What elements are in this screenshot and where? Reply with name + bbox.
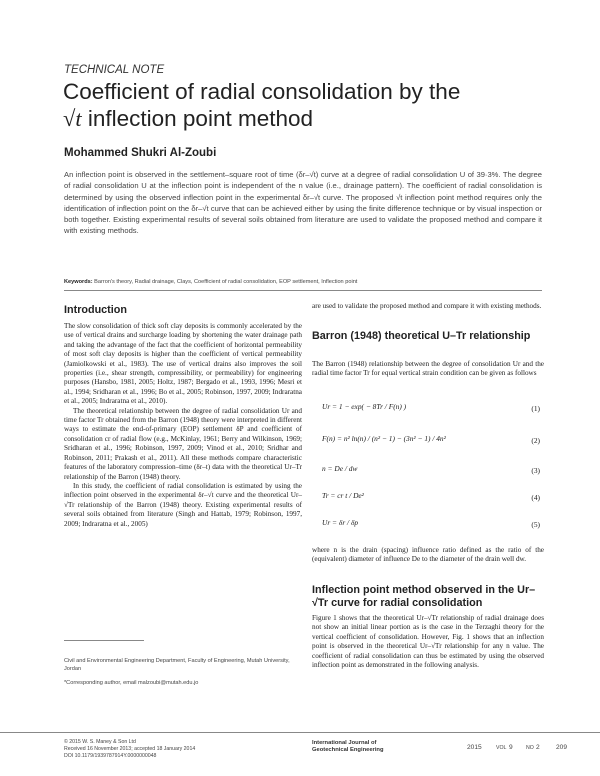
journal-name: International Journal of Geotechnical Engineering: [312, 740, 384, 753]
affiliation-footnote: Civil and Environmental Engineering Department, Faculty of Engineering, Mutah University, Jordan: [64, 658, 290, 672]
author-name: Mohammed Shukri Al-Zoubi: [64, 147, 217, 159]
publication-year: 2015: [467, 744, 482, 751]
intro-paragraph-2: The theoretical relationship between the degree of radial consolidation Ur and time factor Tr obtained from the Barron (1948) theory were interpreted in different ways to estimate the end-of-primary (EOP) settlement δP and coefficient of consolidation cr of radial flow (e.g., McKinlay, 1961; Berry and Wilkinson, 1969; Sridharan et al., 1996; Robinson, 1997, 2009; Vinod et al., 2010; Sridhar and Robinson, 2011; Prakash et al., 2011). All these methods compare characteristic features of the laboratory compression–time (δr–t) data with the theoretical Ur–Tr relationship of the Barron (1948) theory.: [64, 406, 302, 481]
equation-4: [312, 487, 544, 509]
keywords-label: Keywords:: [64, 279, 93, 285]
abstract: An inflection point is observed in the settlement–square root of time (δr–√t) curve at a degree of radial consolidation U of 39·3%. The degree of radial consolidation U at the inflection point is independent of the n value (i.e., drainage pattern). The coefficient of radial consolidation is determined by using the observed inflection point in the experimental δr–√t curve. The proposed √t inflection point method requires only the identification of inflection point on the δr–√t curve that can be achieved either by using the finite difference technique or by visual inspection or both together. Existing experimental results of several soils obtained from literature are used to validate the proposed method and compare it with existing methods.: [64, 170, 542, 236]
equation-5-expression: Ur = δr / δp: [322, 518, 359, 527]
issue-number: 2: [536, 744, 540, 751]
received-line: Received 16 November 2013; accepted 18 January 2014: [64, 745, 196, 752]
equation-2-number: (2): [531, 436, 540, 445]
equation-2: [312, 430, 544, 452]
barron-theory-paragraph: The Barron (1948) relationship between the degree of consolidation Ur and the radial time factor Tr for equal vertical strain condition can be given as follows: [312, 360, 544, 378]
corresponding-author-footnote: *Corresponding author, email malzoubi@mutah.edu.jo: [64, 680, 199, 686]
inflection-point-paragraph: Figure 1 shows that the theoretical Ur–√Tr relationship of radial drainage does not show an initial linear portion as is the case in the Terzaghi theory for the vertical coefficient of consolidation. However, Fig. 1 shows that an inflection point is observed in the theoretical Ur–√Tr relationship for any n value. The coefficient of radial consolidation can thus be estimated by using the observed inflection point as demonstrated in the following analysis.: [312, 614, 544, 670]
inflection-point-heading: Inflection point method observed in the Ur–√Tr curve for radial consolidation: [312, 584, 536, 609]
equation-3-expression: n = De / dw: [322, 464, 358, 473]
issue-label: NO: [526, 745, 534, 751]
volume-label: VOL: [496, 745, 507, 751]
copyright-block: [64, 739, 195, 759]
page-number: 209: [556, 744, 568, 751]
doi-line: DOI 10.1179/1939787914Y.0000000048: [64, 752, 157, 759]
title-sqrt-symbol: √t: [63, 106, 82, 131]
page-title: [63, 78, 543, 132]
drain-ratio-paragraph: where n is the drain (spacing) influence ratio defined as the ratio of the (equivalent) diameter of influence De to the diameter of the drain well dw.: [312, 546, 544, 564]
equation-5: [312, 514, 544, 536]
equation-1: [312, 398, 544, 420]
volume-number: 9: [509, 744, 513, 751]
barron-theory-heading: Barron (1948) theoretical U–Tr relationship: [312, 330, 531, 342]
abstract-divider: [64, 290, 542, 291]
title-line-2: inflection point method: [81, 106, 314, 131]
intro-continuation: are used to validate the proposed method and compare it with existing methods.: [312, 302, 542, 310]
left-column: [64, 322, 302, 529]
equation-5-number: (5): [531, 520, 540, 529]
copyright-line: © 2015 W. S. Maney & Son Ltd: [64, 739, 136, 745]
intro-paragraph-3: In this study, the coefficient of radial consolidation is estimated by using the inflection point observed in the experimental δr–√t curve and the theoretical Ur–√Tr relationship of the Barron (1948) theory. Existing experimental results of several soils obtained from literature (Singh and Hattab, 1979; Robinson, 1997, 2009; Indraratna et al., 2005): [64, 481, 302, 528]
footer-divider: [0, 732, 600, 733]
equation-4-number: (4): [531, 493, 540, 502]
intro-paragraph-1: The slow consolidation of thick soft clay deposits is commonly accelerated by the use of vertical drains and surcharge loading by shortening the water drainage path and taking the advantage of the fact that the coefficient of horizontal permeability of most soft clay deposits is higher than the coefficient of vertical permeability (Jamiolkowski et al., 1983). The use of vertical drains also improves the soil properties (i.e., shear strength, compressibility, or permeability) for engineering purposes (Hansbo, 1981, 2005; Holtz, 1987; Bergado et al., 1993, 1996; Mesri et al., 1994; Sridharan et al., 1996; Bo et al., 2005; Robinson, 1997, 2009; Indraratna et al., 2005; Indraratna et al., 2010).: [64, 322, 302, 406]
right-column-top: [312, 302, 544, 311]
equation-3-number: (3): [531, 466, 540, 475]
footnote-divider: [64, 640, 144, 641]
keywords-list: Barron's theory, Radial drainage, Clays, Coefficient of radial consolidation, EOP settlement, Inflection point: [94, 279, 358, 285]
equation-2-expression: F(n) = n² ln(n) / (n² − 1) − (3n² − 1) / 4n²: [322, 434, 446, 443]
equation-4-expression: Tr = cr t / De²: [322, 491, 364, 500]
equation-3: [312, 460, 544, 482]
equation-1-number: (1): [531, 404, 540, 413]
equation-1-expression: Ur = 1 − exp( − 8Tr / F(n) ): [322, 402, 407, 411]
title-line-1: Coefficient of radial consolidation by the: [63, 79, 461, 104]
keywords: [64, 279, 542, 285]
article-type: TECHNICAL NOTE: [64, 64, 165, 76]
introduction-heading: Introduction: [64, 304, 127, 316]
